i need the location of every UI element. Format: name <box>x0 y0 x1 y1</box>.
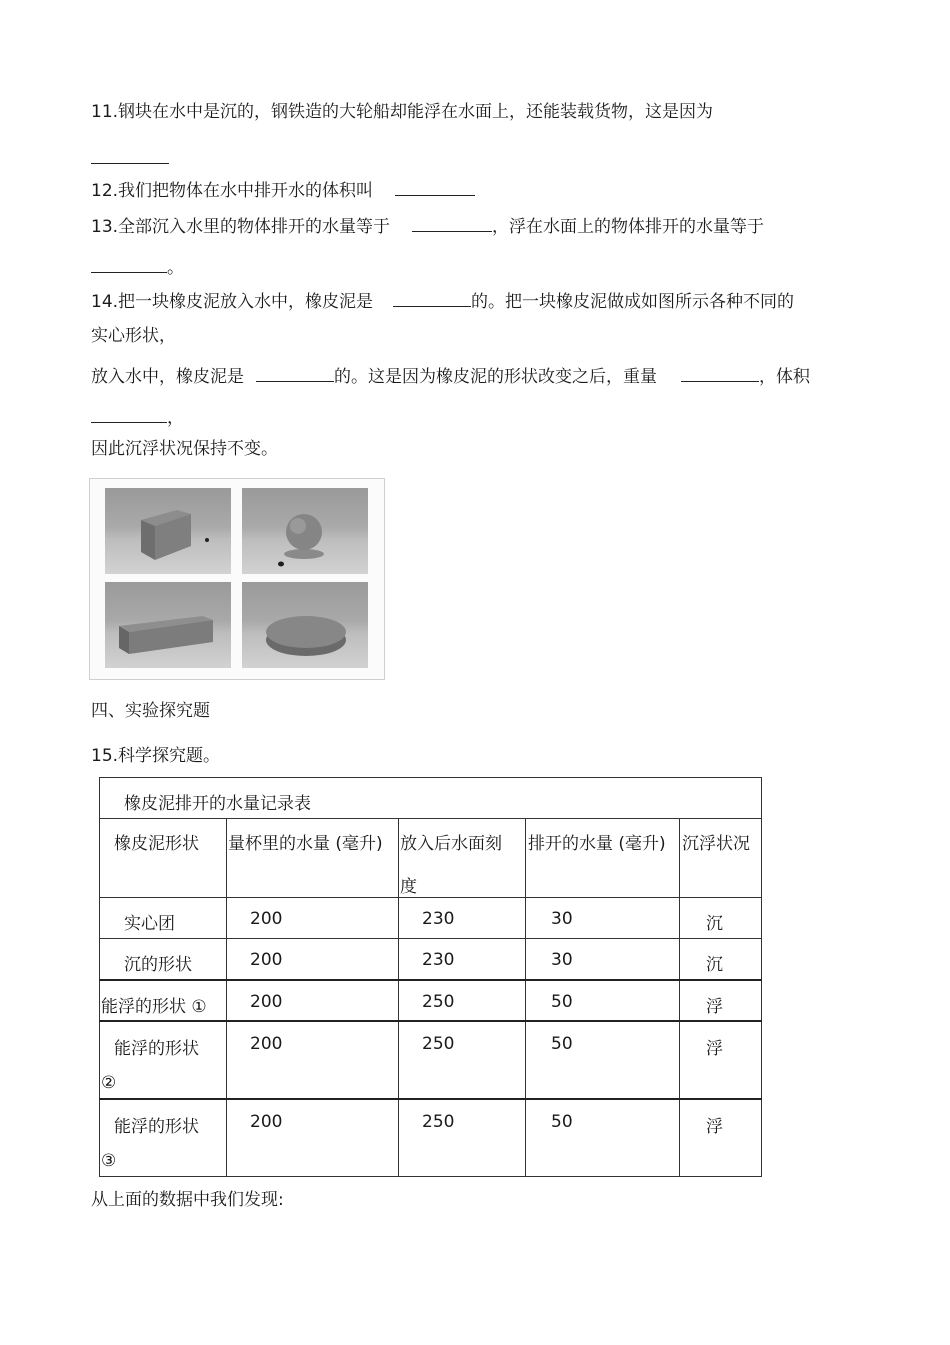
q12-line <box>91 178 475 201</box>
q11-blank-line <box>91 146 169 169</box>
header-displaced-text: 排开的水量 (毫升) <box>528 834 666 854</box>
q12-text: 12.我们把物体在水中排开水的体积叫 <box>91 181 374 201</box>
q14-line-4 <box>91 405 184 428</box>
table-row <box>100 1021 762 1099</box>
header-displaced <box>526 819 680 898</box>
q11-answer-blank[interactable] <box>91 146 169 164</box>
header-shape <box>100 819 227 898</box>
table-caption-cell <box>100 778 762 819</box>
row-water: 200 <box>250 1033 283 1054</box>
q14-answer-blank-1[interactable] <box>393 289 471 307</box>
q14-text-8: 因此沉浮状况保持不变。 <box>91 439 278 459</box>
row-level: 250 <box>422 1111 455 1132</box>
row-displaced: 50 <box>551 1033 573 1054</box>
q15-text: 15.科学探究题。 <box>91 746 221 766</box>
row-shape: 能浮的形状 ① <box>101 996 207 1017</box>
header-state <box>680 819 762 898</box>
row-level: 230 <box>422 909 455 929</box>
clay-bar-photo <box>105 582 231 668</box>
q13-end: 。 <box>167 258 184 278</box>
section-4-title-text: 四、实验探究题 <box>91 701 210 721</box>
header-level-text-2: 度 <box>400 877 417 897</box>
row-state: 浮 <box>706 996 723 1017</box>
section-4-title <box>91 701 210 721</box>
row-state: 浮 <box>706 1116 723 1137</box>
clay-displacement-table <box>99 777 762 1177</box>
q12-answer-blank[interactable] <box>395 178 475 196</box>
q14-text-3: 实心形状， <box>91 326 176 346</box>
row-state: 沉 <box>706 955 723 975</box>
clay-shapes-figure <box>89 478 385 680</box>
q14-text-2: 的。把一块橡皮泥做成如图所示各种不同的 <box>471 292 795 312</box>
row-shape: 沉的形状 <box>124 955 192 975</box>
q11-text: 11.钢块在水中是沉的，钢铁造的大轮船却能浮在水面上，还能装载货物，这是因为 <box>91 102 714 122</box>
q14-text-1: 14.把一块橡皮泥放入水中，橡皮泥是 <box>91 292 374 312</box>
q11-line <box>91 102 713 122</box>
q14-text-4: 放入水中，橡皮泥是 <box>91 367 244 387</box>
q13-text-1: 13.全部沉入水里的物体排开的水量等于 <box>91 217 391 237</box>
row-shape: 能浮的形状 <box>114 1116 199 1137</box>
clay-ball-photo <box>242 488 368 574</box>
table-row <box>100 898 762 939</box>
q14-answer-blank-2[interactable] <box>256 364 334 382</box>
row-state: 沉 <box>706 914 723 934</box>
row-level: 250 <box>422 1033 455 1054</box>
q14-line-2 <box>91 326 176 346</box>
header-shape-text: 橡皮泥形状 <box>114 834 199 854</box>
q13-text-2: ，浮在水面上的物体排开的水量等于 <box>492 217 765 237</box>
clay-cube-photo <box>105 488 231 574</box>
row-shape: 实心团 <box>124 914 175 934</box>
row-level: 230 <box>422 950 455 970</box>
row-water: 200 <box>250 950 283 970</box>
row-displaced: 50 <box>551 991 573 1012</box>
clay-disc-photo <box>242 582 368 668</box>
row-level: 250 <box>422 991 455 1012</box>
table-row <box>100 939 762 980</box>
row-water: 200 <box>250 909 283 929</box>
header-level <box>399 819 526 898</box>
q14-text-5: 的。这是因为橡皮泥的形状改变之后，重量 <box>334 367 657 387</box>
row-displaced: 50 <box>551 1111 573 1132</box>
table-caption: 橡皮泥排开的水量记录表 <box>124 794 311 814</box>
conclusion-text: 从上面的数据中我们发现: <box>91 1190 284 1210</box>
header-water-text: 量杯里的水量 (毫升) <box>228 834 383 854</box>
row-water: 200 <box>250 991 283 1012</box>
q13-line-2 <box>91 255 184 278</box>
q14-answer-blank-3[interactable] <box>681 364 759 382</box>
conclusion-line <box>91 1190 284 1210</box>
q14-text-6: ，体积 <box>759 367 810 387</box>
row-displaced: 30 <box>551 909 573 929</box>
q14-text-7: ， <box>167 408 184 428</box>
q13-answer-blank-1[interactable] <box>412 214 492 232</box>
row-shape-mark: ③ <box>101 1150 117 1171</box>
q14-line-5 <box>91 439 278 459</box>
table-row <box>100 980 762 1021</box>
row-state: 浮 <box>706 1038 723 1059</box>
row-shape-mark: ② <box>101 1072 117 1093</box>
header-level-text: 放入后水面刻 <box>400 834 502 854</box>
q13-line <box>91 214 764 237</box>
q14-line-3 <box>91 364 810 387</box>
header-state-text: 沉浮状况 <box>682 834 750 854</box>
row-displaced: 30 <box>551 950 573 970</box>
row-water: 200 <box>250 1111 283 1132</box>
row-shape: 能浮的形状 <box>114 1038 199 1059</box>
q14-answer-blank-4[interactable] <box>91 405 167 423</box>
header-water <box>227 819 399 898</box>
q14-line-1 <box>91 289 794 312</box>
table-row <box>100 1099 762 1177</box>
q15-line <box>91 746 220 766</box>
q13-answer-blank-2[interactable] <box>91 255 167 273</box>
